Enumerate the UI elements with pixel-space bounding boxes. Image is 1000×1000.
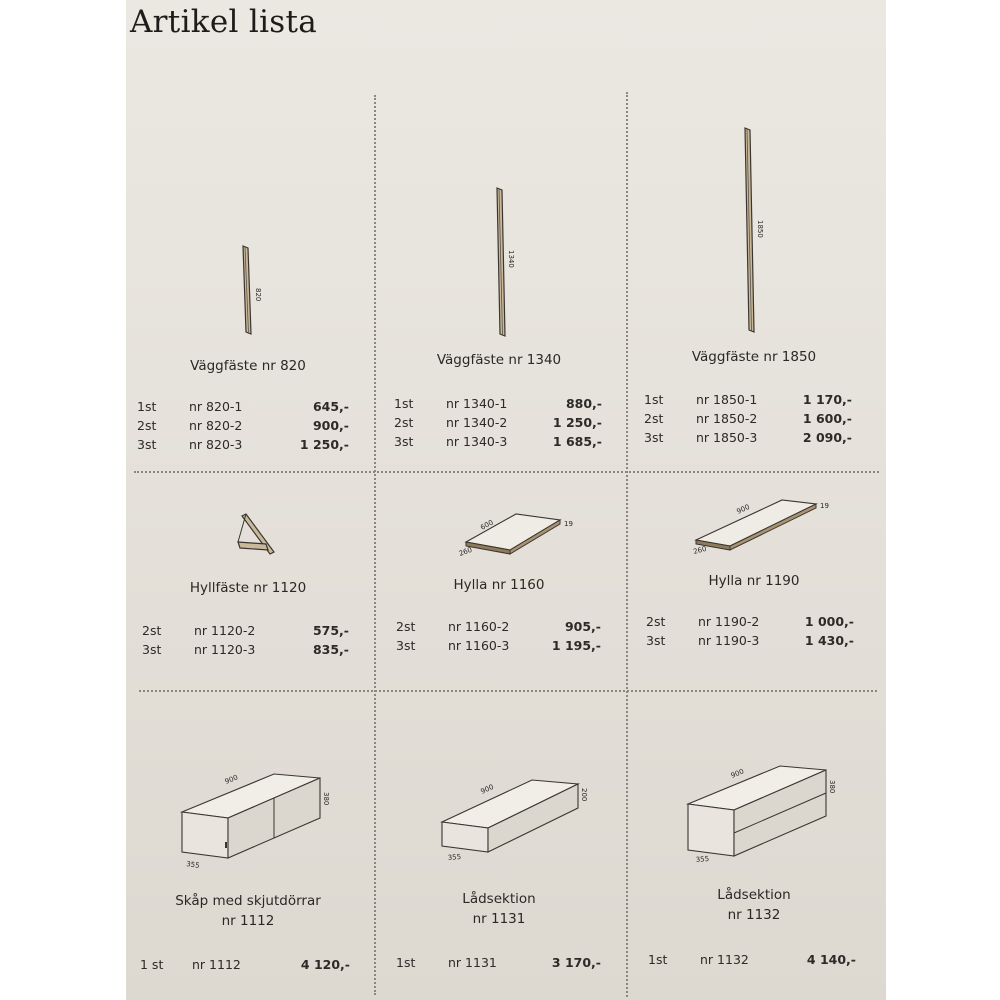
dimension-label: 900 <box>735 502 751 516</box>
page-title: Artikel lista <box>130 4 318 40</box>
dimension-label: 200 <box>580 788 588 802</box>
article-number: nr 1850-2 <box>696 411 758 426</box>
price-row <box>648 952 856 971</box>
article-number: nr 1190-2 <box>698 614 760 629</box>
price: 2 090,- <box>802 430 852 445</box>
dimension-label: 355 <box>695 854 710 864</box>
price-row <box>140 957 350 976</box>
article-number: nr 1850-1 <box>696 392 758 407</box>
quantity: 1st <box>396 955 416 970</box>
item-name: Väggfäste nr 1850 <box>691 349 817 365</box>
item-name: Lådsektion <box>462 891 536 907</box>
item-name: Skåp med skjutdörrar <box>175 893 321 909</box>
cabinet-1112-drawing <box>134 696 362 870</box>
price-table <box>142 623 349 661</box>
article-number: nr 1160-3 <box>448 638 510 653</box>
price-row <box>644 392 852 411</box>
drawer-section-1132-drawing <box>636 696 872 866</box>
dimension-label: 380 <box>322 792 330 806</box>
price: 1 195,- <box>551 638 601 653</box>
dimension-label: 355 <box>185 860 201 870</box>
quantity: 3st <box>644 430 664 445</box>
price-row <box>394 415 602 434</box>
item-name: Hyllfäste nr 1120 <box>189 580 307 596</box>
item-name: Väggfäste nr 820 <box>190 358 306 374</box>
quantity: 2st <box>646 614 666 629</box>
item-cell-drawer-section-1132 <box>636 696 872 986</box>
price-row <box>394 396 602 415</box>
dimension-label: 900 <box>729 767 746 780</box>
item-number-label: nr 1131 <box>472 911 526 927</box>
price-table <box>396 955 601 974</box>
item-cell-drawer-section-1131 <box>384 696 614 986</box>
item-name: Hylla nr 1160 <box>453 577 545 593</box>
price: 3 170,- <box>551 955 601 970</box>
dimension-label: 19 <box>820 502 829 510</box>
quantity: 3st <box>394 434 414 449</box>
quantity: 2st <box>644 411 664 426</box>
price-table <box>648 952 856 971</box>
article-number: nr 820-1 <box>189 399 243 414</box>
price: 1 430,- <box>804 633 854 648</box>
item-number-label: nr 1132 <box>727 907 781 923</box>
quantity: 1st <box>394 396 414 411</box>
price-row <box>646 614 854 633</box>
dimension-label: 1850 <box>756 220 764 238</box>
item-name: Lådsektion <box>717 887 791 903</box>
quantity: 2st <box>394 415 414 430</box>
grid-divider <box>134 471 879 473</box>
price: 1 000,- <box>804 614 854 629</box>
quantity: 2st <box>142 623 162 638</box>
drawer-section-1131-drawing <box>384 696 614 866</box>
price-row <box>646 633 854 652</box>
price-table <box>644 392 852 449</box>
article-number: nr 1340-2 <box>446 415 508 430</box>
price-row <box>644 430 852 449</box>
wall-bracket-1850-drawing <box>636 96 872 356</box>
quantity: 1st <box>644 392 664 407</box>
article-number: nr 820-2 <box>189 418 243 433</box>
price: 835,- <box>312 642 349 657</box>
item-cell-wall-bracket-1850 <box>636 96 872 466</box>
price: 905,- <box>564 619 601 634</box>
price: 1 250,- <box>299 437 349 452</box>
price-row <box>142 642 349 661</box>
item-number-label: nr 1112 <box>221 913 275 929</box>
quantity: 3st <box>396 638 416 653</box>
price-row <box>396 638 601 657</box>
dimension-label: 260 <box>692 544 708 556</box>
grid-divider <box>139 690 877 692</box>
price: 1 250,- <box>552 415 602 430</box>
quantity: 3st <box>142 642 162 657</box>
grid-divider <box>626 92 628 997</box>
dimension-label: 900 <box>223 773 240 786</box>
quantity: 1 st <box>140 957 164 972</box>
dimension-label: 355 <box>447 852 462 862</box>
item-cell-shelf-1160 <box>384 478 614 683</box>
price-table <box>140 957 350 976</box>
price: 1 170,- <box>802 392 852 407</box>
price-row <box>396 619 601 638</box>
grid-divider <box>374 95 376 995</box>
price-row <box>137 399 349 418</box>
shelf-1160-drawing <box>384 478 614 578</box>
item-name: Hylla nr 1190 <box>708 573 800 589</box>
article-number: nr 1112 <box>192 957 241 972</box>
quantity: 2st <box>396 619 416 634</box>
price: 1 685,- <box>552 434 602 449</box>
quantity: 1st <box>648 952 668 967</box>
article-number: nr 1190-3 <box>698 633 760 648</box>
price: 4 140,- <box>806 952 856 967</box>
dimension-label: 900 <box>479 782 495 796</box>
price: 900,- <box>312 418 349 433</box>
article-number: nr 1850-3 <box>696 430 758 445</box>
price: 575,- <box>312 623 349 638</box>
wall-bracket-820-drawing <box>134 96 362 356</box>
dimension-label: 380 <box>828 780 836 794</box>
article-number: nr 1120-3 <box>194 642 256 657</box>
item-cell-wall-bracket-1340 <box>384 96 614 466</box>
dimension-label: 260 <box>457 545 474 558</box>
item-cell-cabinet-1112 <box>134 696 362 986</box>
price: 645,- <box>312 399 349 414</box>
price-table <box>396 619 601 657</box>
shelf-1190-drawing <box>636 474 872 574</box>
article-number: nr 1340-1 <box>446 396 508 411</box>
price-row <box>644 411 852 430</box>
price-table <box>137 399 349 456</box>
price: 1 600,- <box>802 411 852 426</box>
price-row <box>142 623 349 642</box>
item-cell-shelf-bracket-1120 <box>134 478 362 683</box>
item-name: Väggfäste nr 1340 <box>436 352 562 368</box>
wall-bracket-1340-drawing <box>384 96 614 356</box>
quantity: 2st <box>137 418 157 433</box>
price-table <box>394 396 602 453</box>
price: 4 120,- <box>300 957 350 972</box>
article-number: nr 1131 <box>448 955 497 970</box>
dimension-label: 820 <box>254 288 262 302</box>
quantity: 3st <box>137 437 157 452</box>
quantity: 1st <box>137 399 157 414</box>
price-row <box>137 418 349 437</box>
price-row <box>394 434 602 453</box>
item-cell-wall-bracket-820 <box>134 96 362 466</box>
dimension-label: 1340 <box>507 250 515 268</box>
price-row <box>137 437 349 456</box>
dimension-label: 600 <box>479 518 495 532</box>
quantity: 3st <box>646 633 666 648</box>
price-row <box>396 955 601 974</box>
item-cell-shelf-1190 <box>636 474 872 679</box>
price: 880,- <box>565 396 602 411</box>
article-number: nr 1160-2 <box>448 619 510 634</box>
article-number: nr 1132 <box>700 952 749 967</box>
shelf-bracket-1120-drawing <box>134 478 362 578</box>
article-number: nr 820-3 <box>189 437 243 452</box>
article-number: nr 1340-3 <box>446 434 508 449</box>
article-number: nr 1120-2 <box>194 623 256 638</box>
price-table <box>646 614 854 652</box>
dimension-label: 19 <box>564 520 573 528</box>
